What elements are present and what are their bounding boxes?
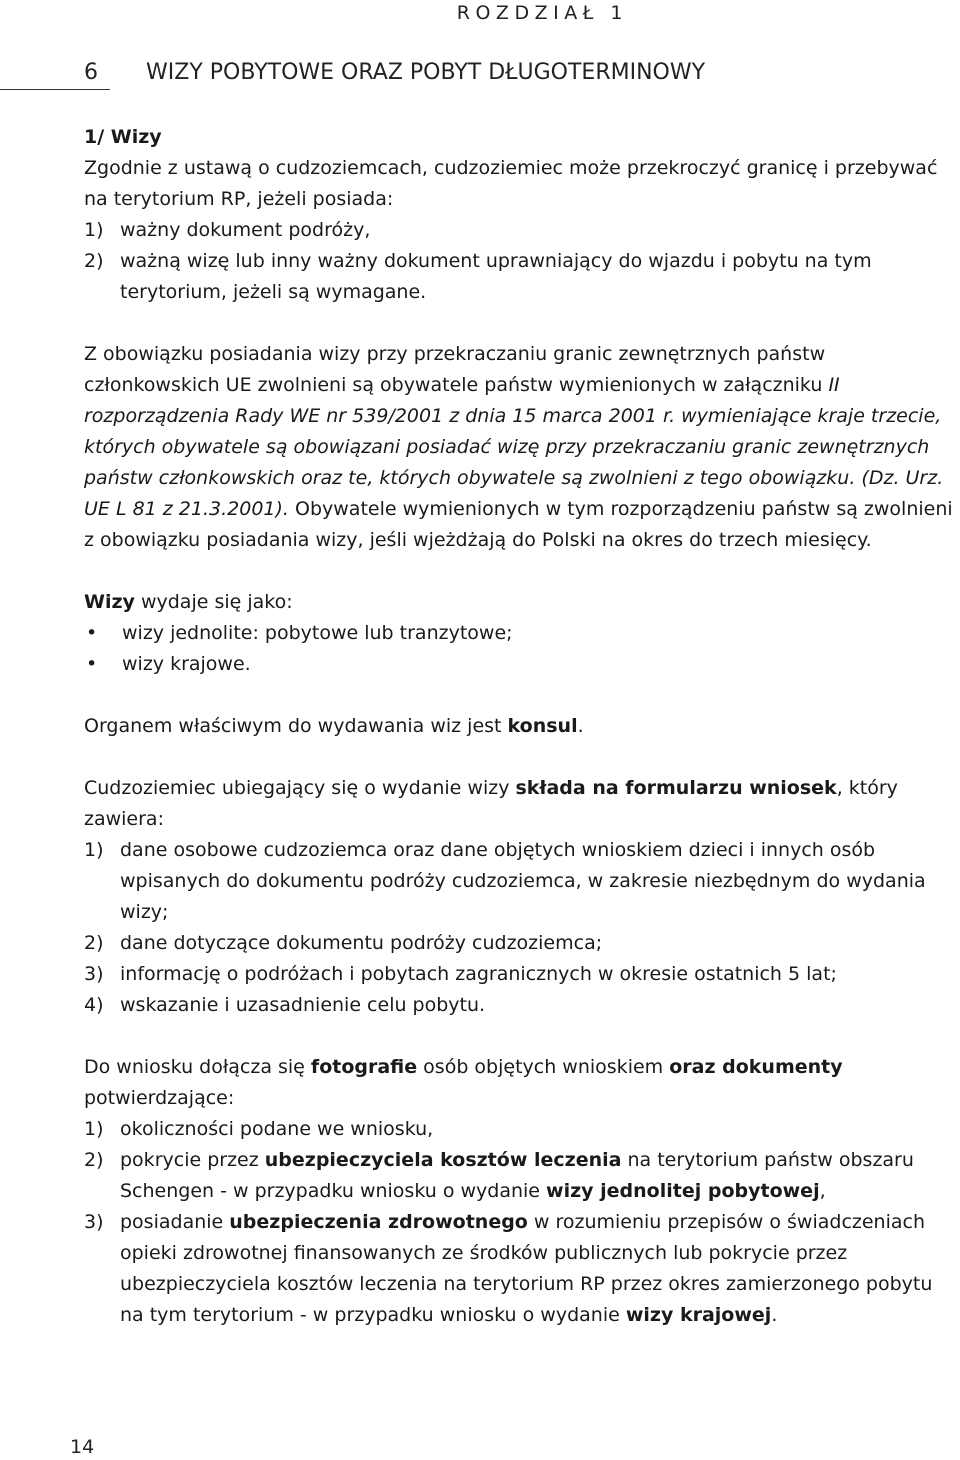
paragraph-gap: [84, 742, 958, 773]
exemption-text: Z obowiązku posiadania wizy przy przekraczaniu granic zewnętrznych państw członkowskich UE zwolnieni są obywatele państw wymienionych w załączniku: [84, 343, 829, 396]
list-text-part: .: [771, 1304, 778, 1326]
list-text: dane dotyczące dokumentu podróży cudzoziemca;: [120, 932, 603, 954]
bullet-item: [84, 649, 958, 680]
list-item: [84, 928, 958, 959]
application-text: Cudzoziemiec ubiegający się o wydanie wizy: [84, 777, 516, 799]
page-content: [84, 122, 958, 1331]
list-text-part: ,: [819, 1180, 826, 1202]
list-text: [120, 1145, 958, 1207]
page-number: 14: [70, 1436, 95, 1458]
list-text-bold: wizy krajowej: [625, 1304, 772, 1326]
attachments-photos: fotografie: [310, 1056, 418, 1078]
list-item: [84, 835, 958, 928]
list-text: [120, 1207, 958, 1331]
list-item: [84, 1114, 958, 1145]
paragraph-application: [84, 773, 958, 835]
list-text-bold: ubezpieczyciela kosztów leczenia: [264, 1149, 622, 1171]
list-item: [84, 959, 958, 990]
list-text: ważną wizę lub inny ważny dokument uprawniający do wjazdu i pobytu na tym terytorium, jeżeli są wymagane.: [120, 250, 872, 303]
list-number: 2): [84, 1149, 104, 1171]
paragraph-gap: [84, 680, 958, 711]
regulation-citation: II rozporządzenia Rady WE nr 539/2001 z dnia 15 marca 2001 r. wymieniające kraje trzecie, których obywatele są obowiązani posiadać wizę przy przekraczaniu granic zewnętrznych państw członkowskich oraz te, których obywatele są zwolnieni z tego obowiązku. (Dz. Urz. UE L 81 z 21.3.2001).: [84, 374, 944, 520]
list-number: 3): [84, 1211, 104, 1233]
list-text: ważny dokument podróży,: [120, 219, 371, 241]
application-bold: składa na formularzu wniosek: [515, 777, 837, 799]
attachments-text: Do wniosku dołącza się: [84, 1056, 311, 1078]
list-item: [84, 990, 958, 1021]
paragraph-authority: [84, 711, 958, 742]
paragraph-visa-types: [84, 587, 958, 618]
list-text-part: posiadanie: [120, 1211, 230, 1233]
visa-types-text: wydaje się jako:: [134, 591, 293, 613]
subheading-visas: 1/ Wizy: [84, 126, 162, 148]
visa-types-lead: Wizy: [84, 591, 135, 613]
list-text-bold: ubezpieczenia zdrowotnego: [229, 1211, 528, 1233]
paragraph-gap: [84, 556, 958, 587]
authority-consul: konsul: [507, 715, 578, 737]
section-rule: [0, 89, 110, 90]
list-number: 1): [84, 219, 104, 241]
application-text-end: , który zawiera:: [84, 777, 898, 830]
list-number: 4): [84, 994, 104, 1016]
list-item: [84, 1145, 958, 1207]
attachments-text-mid: osób objętych wnioskiem: [417, 1056, 670, 1078]
list-text-part: pokrycie przez: [120, 1149, 265, 1171]
list-number: 1): [84, 839, 104, 861]
section-number: 6: [84, 60, 98, 85]
list-text: dane osobowe cudzoziemca oraz dane objętych wnioskiem dzieci i innych osób wpisanych do dokumentu podróży cudzoziemca, w zakresie niezbędnym do wydania wizy;: [120, 839, 926, 923]
bullet-text: wizy krajowe.: [122, 653, 251, 675]
list-text: informację o podróżach i pobytach zagranicznych w okresie ostatnich 5 lat;: [120, 963, 837, 985]
list-item: [84, 246, 958, 308]
authority-end: .: [577, 715, 584, 737]
paragraph-attachments: [84, 1052, 958, 1114]
paragraph-gap: [84, 1021, 958, 1052]
list-number: 2): [84, 932, 104, 954]
running-head: ROZDZIAŁ 1: [456, 2, 628, 24]
list-number: 3): [84, 963, 104, 985]
paragraph-exemption: [84, 339, 958, 556]
bullet-icon: •: [86, 653, 98, 675]
bullet-icon: •: [86, 622, 98, 644]
list-text-part: w rozumieniu przepisów o świadczeniach opieki zdrowotnej finansowanych ze środków publicznych lub pokrycie przez ubezpieczyciela kosztów leczenia na terytorium RP przez okres zamierzonego pobytu na tym terytorium - w przypadku wniosku o wydanie: [120, 1211, 933, 1326]
paragraph-visas: [84, 122, 958, 308]
list-text-part: na terytorium państw obszaru Schengen - w przypadku wniosku o wydanie: [120, 1149, 914, 1202]
list-text-bold: wizy jednolitej pobytowej: [546, 1180, 820, 1202]
attachments-documents: oraz dokumenty: [669, 1056, 843, 1078]
visas-intro: Zgodnie z ustawą o cudzoziemcach, cudzoziemiec może przekroczyć granicę i przebywać na terytorium RP, jeżeli posiada:: [84, 157, 938, 210]
list-number: 1): [84, 1118, 104, 1140]
list-text: okoliczności podane we wniosku,: [120, 1118, 434, 1140]
exemption-text-end: Obywatele wymienionych w tym rozporządzeniu państw są zwolnieni z obowiązku posiadania wizy, jeśli wjeżdżają do Polski na okres do trzech miesięcy.: [84, 498, 953, 551]
section-title: WIZY POBYTOWE ORAZ POBYT DŁUGOTERMINOWY: [146, 60, 706, 85]
authority-text: Organem właściwym do wydawania wiz jest: [84, 715, 508, 737]
list-item: [84, 1207, 958, 1331]
section-heading: [84, 60, 705, 85]
paragraph-gap: [84, 308, 958, 339]
attachments-text-end: potwierdzające:: [84, 1087, 235, 1109]
list-item: [84, 215, 958, 246]
list-text: wskazanie i uzasadnienie celu pobytu.: [120, 994, 486, 1016]
bullet-item: [84, 618, 958, 649]
list-number: 2): [84, 250, 104, 272]
bullet-text: wizy jednolite: pobytowe lub tranzytowe;: [122, 622, 513, 644]
